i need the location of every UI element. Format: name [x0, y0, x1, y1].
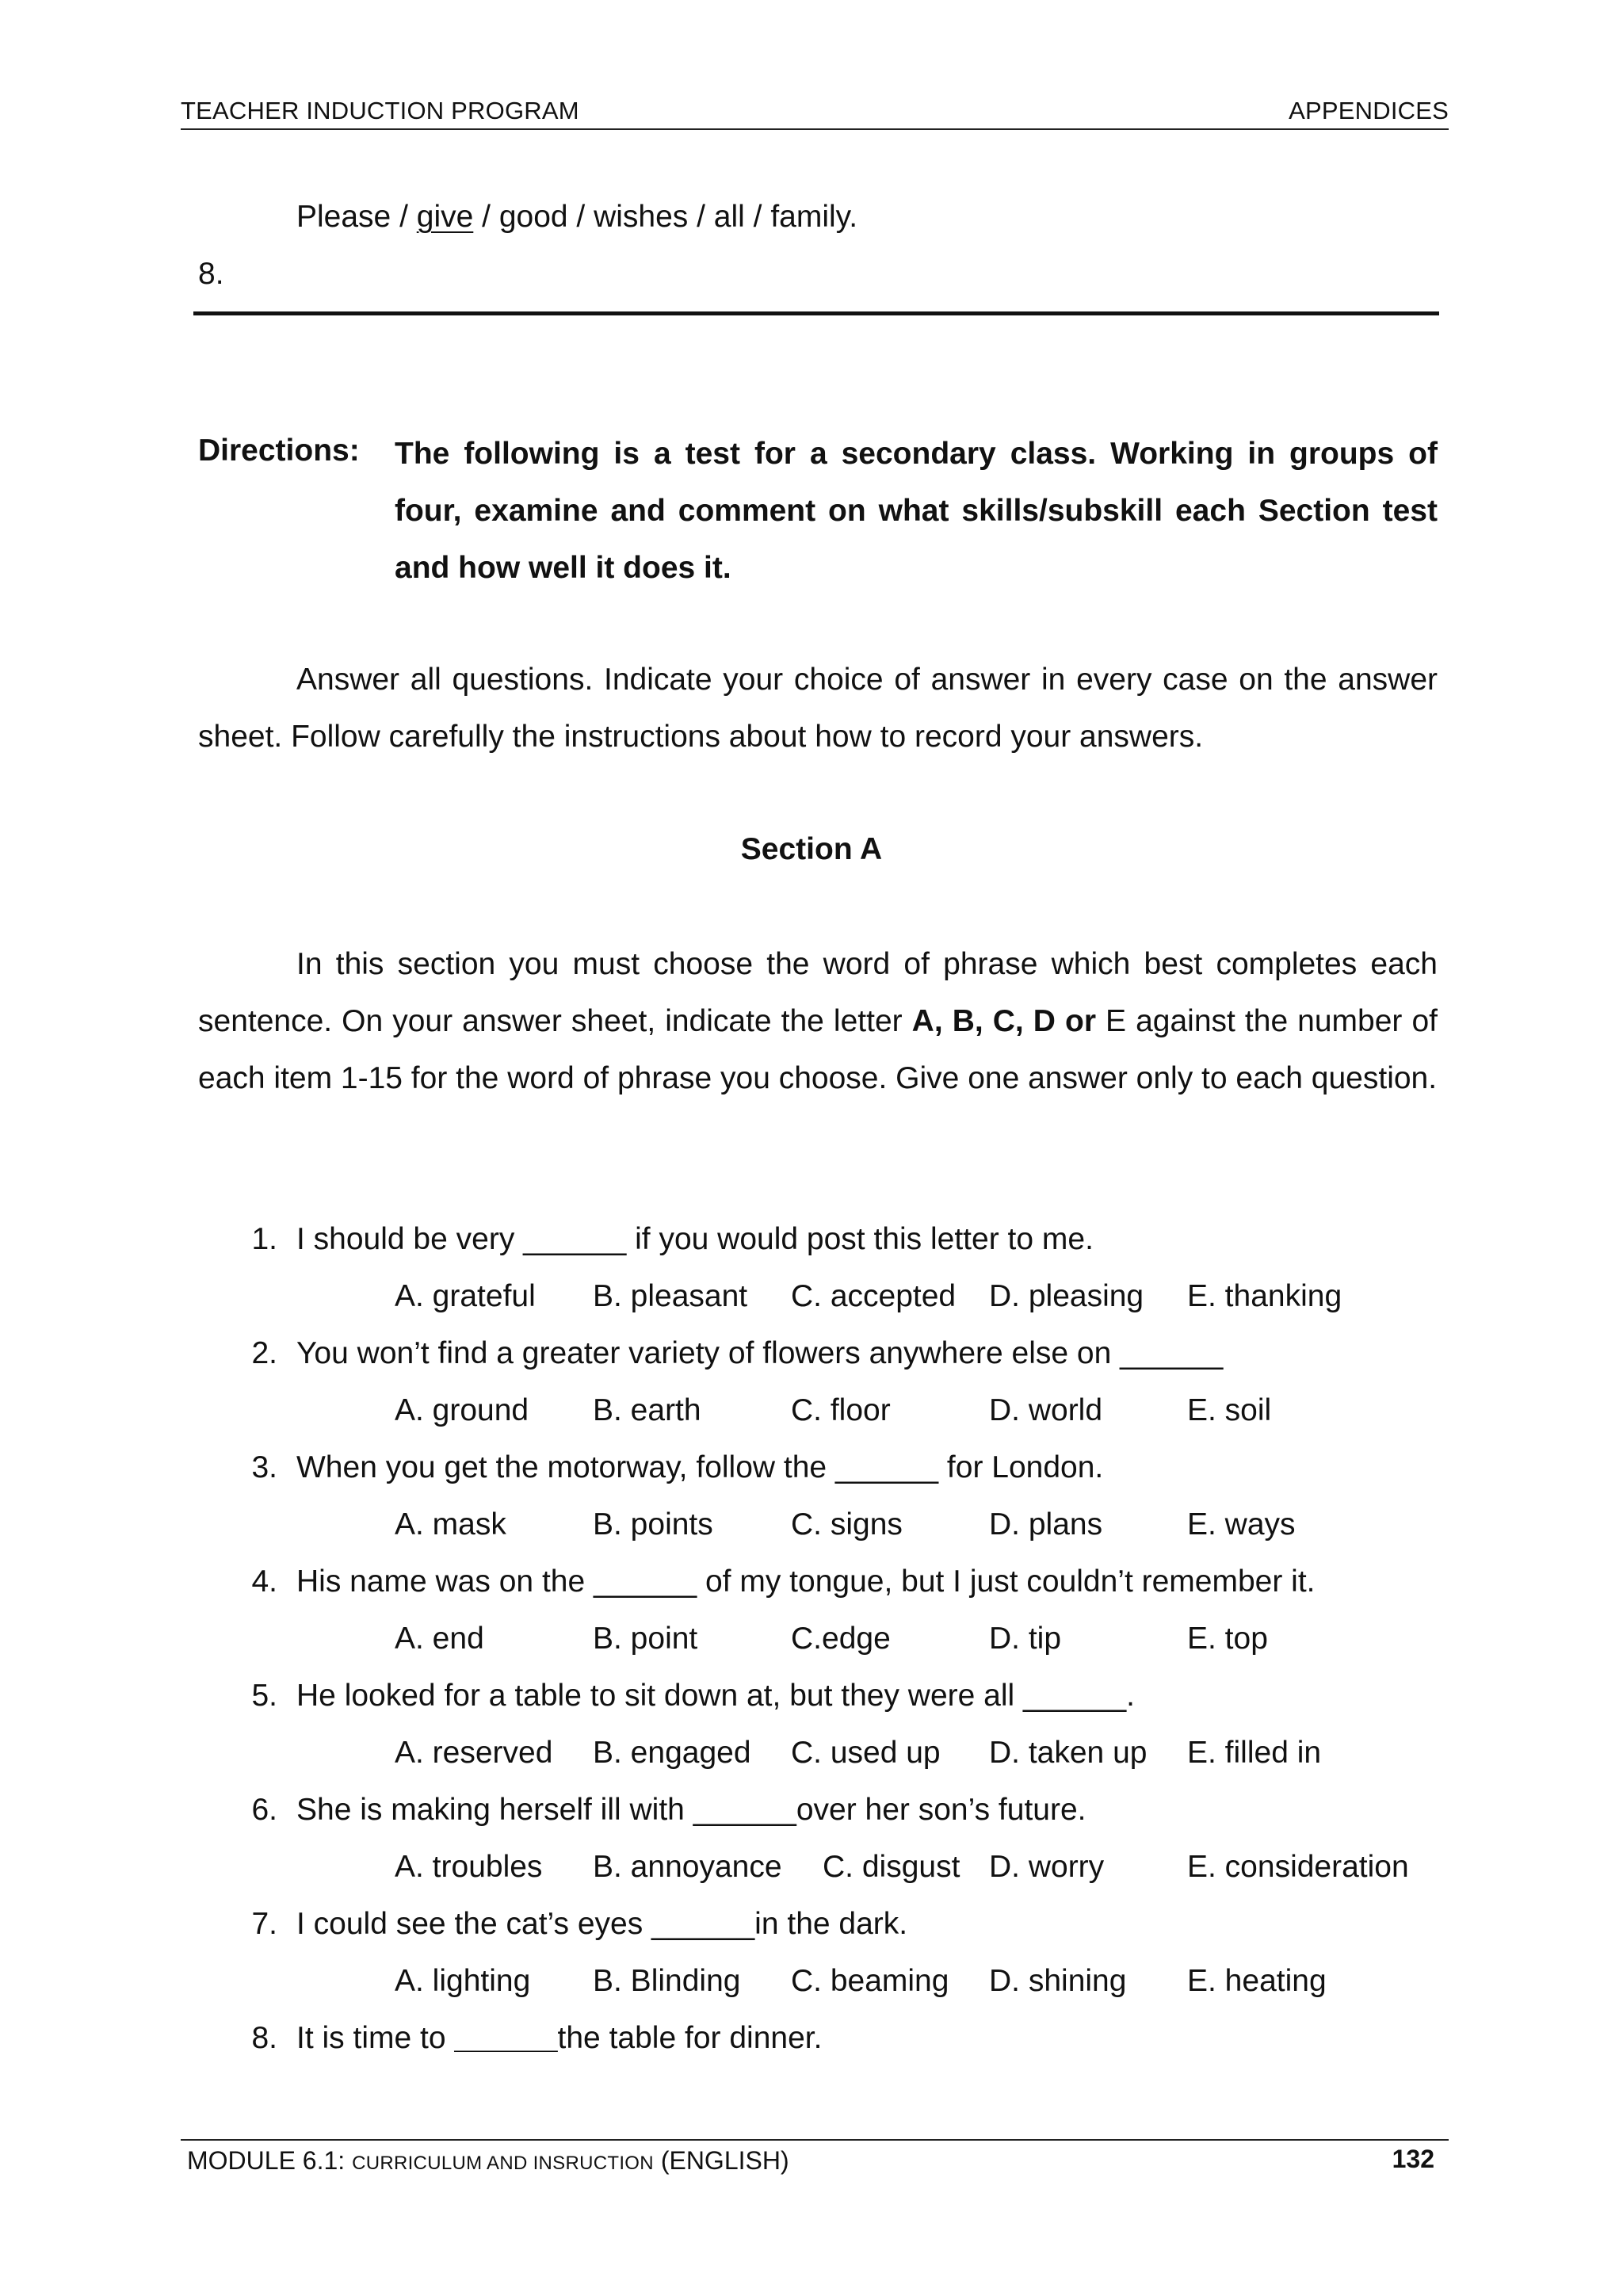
answer-option: C.edge — [791, 1622, 891, 1656]
directions-label: Directions: — [198, 434, 360, 468]
question-number: 1. — [251, 1222, 277, 1256]
question-text: His name was on the ______ of my tongue, but I just couldn’t remember it. — [296, 1564, 1316, 1599]
item-8-prompt — [296, 198, 857, 236]
instructions-paragraph: Answer all questions. Indicate your choice of answer in every case on the answer sheet. Follow carefully the instructions about how to record your answers. — [198, 663, 1438, 754]
question-text: I could see the cat’s eyes ______in the dark. — [296, 1907, 908, 1941]
question-text: He looked for a table to sit down at, but they were all ______. — [296, 1679, 1135, 1713]
question-text: When you get the motorway, follow the ______ for London. — [296, 1450, 1104, 1484]
footer-subject: (ENGLISH) — [653, 2146, 789, 2175]
answer-option: D. pleasing — [989, 1279, 1144, 1313]
answer-option: E. consideration — [1187, 1850, 1409, 1884]
answer-option: C. beaming — [791, 1964, 949, 1998]
page-number: 132 — [1392, 2145, 1434, 2173]
answer-option: A. mask — [395, 1507, 506, 1541]
answer-option: B. Blinding — [593, 1964, 741, 1998]
answer-option: C. disgust — [823, 1850, 960, 1884]
item-8-prompt-end: / good / wishes / all / family. — [473, 200, 858, 234]
question-text: I should be very ______ if you would post this letter to me. — [296, 1222, 1094, 1256]
question-number: 7. — [251, 1907, 277, 1941]
footer-rule — [181, 2139, 1449, 2141]
answer-option: C. floor — [791, 1393, 891, 1427]
section-intro-start: In this section you must choose the word of phrase which best completes each sentence. On your answer sheet, indicate the letter — [198, 947, 1438, 1038]
answer-option: E. heating — [1187, 1964, 1327, 1998]
answer-option: D. world — [989, 1393, 1103, 1427]
answer-option: C. used up — [791, 1736, 941, 1770]
answer-option: A. troubles — [395, 1850, 543, 1884]
answer-option: A. lighting — [395, 1964, 531, 1998]
answer-option: E. filled in — [1187, 1736, 1322, 1770]
footer-module — [187, 2146, 789, 2176]
answer-option: B. annoyance — [593, 1850, 782, 1884]
answer-option: A. reserved — [395, 1736, 553, 1770]
answer-option: B. engaged — [593, 1736, 751, 1770]
question-text-start: It is time to — [296, 2021, 455, 2055]
question-number: 2. — [251, 1336, 277, 1370]
question-number: 8. — [251, 2021, 277, 2055]
answer-line — [193, 311, 1439, 315]
running-header-left: TEACHER INDUCTION PROGRAM — [181, 97, 579, 124]
header-rule — [181, 128, 1449, 130]
section-intro-end: E against the number of each item 1-15 for the word of phrase you choose. Give one answer only to each question. — [198, 1004, 1438, 1095]
answer-option: E. thanking — [1187, 1279, 1342, 1313]
answer-option: B. points — [593, 1507, 713, 1541]
item-8-number: 8. — [198, 257, 224, 291]
section-intro-letters: A, B, C, D or — [911, 1004, 1097, 1038]
answer-option: D. worry — [989, 1850, 1105, 1884]
answer-option: B. pleasant — [593, 1279, 748, 1313]
answer-option: A. end — [395, 1622, 484, 1656]
question-text: She is making herself ill with ______over her son’s future. — [296, 1793, 1086, 1827]
answer-option: D. shining — [989, 1964, 1127, 1998]
answer-option: E. soil — [1187, 1393, 1272, 1427]
section-intro-paragraph — [198, 936, 1438, 1107]
answer-option: C. signs — [791, 1507, 903, 1541]
directions-text: The following is a test for a secondary class. Working in groups of four, examine and comment on what skills/subskill each Section test and how well it does it. — [395, 437, 1438, 585]
section-title: Section A — [740, 832, 883, 866]
footer-course: CURRICULUM AND INSRUCTION — [352, 2153, 654, 2174]
question-text — [296, 2019, 822, 2057]
item-8-underlined-word: give — [416, 200, 474, 234]
question-number: 6. — [251, 1793, 277, 1827]
question-number: 5. — [251, 1679, 277, 1713]
answer-option: D. plans — [989, 1507, 1103, 1541]
answer-option: C. accepted — [791, 1279, 957, 1313]
answer-option: E. ways — [1187, 1507, 1296, 1541]
question-number: 4. — [251, 1564, 277, 1599]
footer-module-number: MODULE 6.1: — [187, 2146, 353, 2175]
item-8-prompt-start: Please / — [296, 200, 417, 234]
answer-option: E. top — [1187, 1622, 1268, 1656]
question-text-end: the table for dinner. — [557, 2021, 823, 2055]
answer-option: D. taken up — [989, 1736, 1148, 1770]
question-blank: ______ — [454, 2021, 558, 2055]
answer-option: B. point — [593, 1622, 698, 1656]
running-header-right: APPENDICES — [1289, 97, 1449, 124]
answer-option: D. tip — [989, 1622, 1062, 1656]
question-text: You won’t find a greater variety of flowers anywhere else on ______ — [296, 1336, 1224, 1370]
question-number: 3. — [251, 1450, 277, 1484]
answer-option: B. earth — [593, 1393, 701, 1427]
answer-option: A. grateful — [395, 1279, 536, 1313]
answer-option: A. ground — [395, 1393, 529, 1427]
